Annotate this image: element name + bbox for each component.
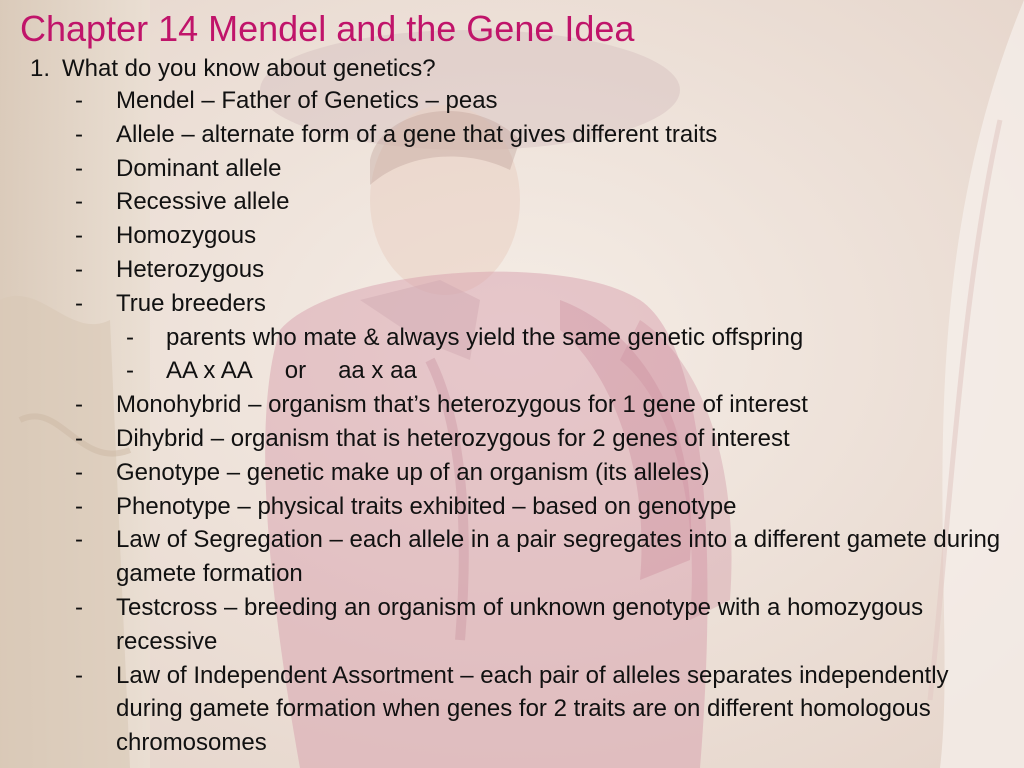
list-item <box>0 490 1024 524</box>
list-item <box>0 591 1024 659</box>
list-item-text: Dominant allele <box>116 154 282 182</box>
bullet-dash: - <box>75 391 83 419</box>
list-item-text: Allele – alternate form of a gene that gives different traits <box>116 120 718 148</box>
bullet-dash: - <box>75 255 83 283</box>
list-item-text: parents who mate & always yield the same genetic offspring <box>166 323 804 351</box>
bullet-dash: - <box>75 289 83 317</box>
bullet-dash: - <box>126 357 134 385</box>
cross-example-2: aa x aa <box>338 357 417 385</box>
list-item <box>0 659 1024 760</box>
bullet-dash: - <box>75 87 83 114</box>
bullet-list <box>0 84 1024 760</box>
list-item-text: Homozygous <box>116 222 257 250</box>
bullet-dash: - <box>75 492 83 520</box>
list-item-text: Recessive allele <box>116 188 290 216</box>
list-item <box>0 422 1024 456</box>
sub-list-item <box>0 354 1024 388</box>
bullet-dash: - <box>75 222 83 250</box>
slide-title: Chapter 14 Mendel and the Gene Idea <box>20 8 635 49</box>
list-item <box>0 118 1024 152</box>
bullet-dash: - <box>75 661 83 689</box>
list-item <box>0 523 1024 591</box>
list-item-text: Dihybrid – organism that is heterozygous for 2 genes of interest <box>116 424 790 452</box>
list-item <box>0 152 1024 186</box>
list-item <box>0 84 1024 118</box>
list-item-text: Law of Segregation – each allele in a pair segregates into a different gamete during gamete formation <box>116 526 1001 588</box>
bullet-dash: - <box>75 154 83 182</box>
bullet-dash: - <box>126 323 134 351</box>
question-number: 1. <box>30 55 51 82</box>
list-item-text: Phenotype – physical traits exhibited – based on genotype <box>116 492 737 520</box>
list-item <box>0 388 1024 422</box>
sub-list-item <box>0 321 1024 355</box>
list-item <box>0 219 1024 253</box>
question-line <box>30 52 436 86</box>
list-item-text: Heterozygous <box>116 255 265 283</box>
list-item <box>0 287 1024 321</box>
bullet-dash: - <box>75 526 83 554</box>
list-item <box>0 253 1024 287</box>
list-item <box>0 456 1024 490</box>
list-item-text: True breeders <box>116 289 266 317</box>
bullet-dash: - <box>75 593 83 621</box>
bullet-dash: - <box>75 120 83 148</box>
list-item-text: Testcross – breeding an organism of unknown genotype with a homozygous recessive <box>116 593 924 655</box>
cross-example-1: AA x AA <box>166 357 253 385</box>
list-item <box>0 185 1024 219</box>
list-item-text: Genotype – genetic make up of an organism (its alleles) <box>116 458 710 486</box>
bullet-dash: - <box>75 458 83 486</box>
bullet-dash: - <box>75 188 83 216</box>
question-text: What do you know about genetics? <box>62 55 436 82</box>
bullet-dash: - <box>75 424 83 452</box>
cross-example-or: or <box>284 357 307 385</box>
list-item-text: Monohybrid – organism that’s heterozygous for 1 gene of interest <box>116 391 808 419</box>
list-item-text: Mendel – Father of Genetics – peas <box>116 87 498 114</box>
list-item-text: Law of Independent Assortment – each pair of alleles separates independently during gamete formation when genes for 2 traits are on different homologous chromosomes <box>116 661 949 757</box>
